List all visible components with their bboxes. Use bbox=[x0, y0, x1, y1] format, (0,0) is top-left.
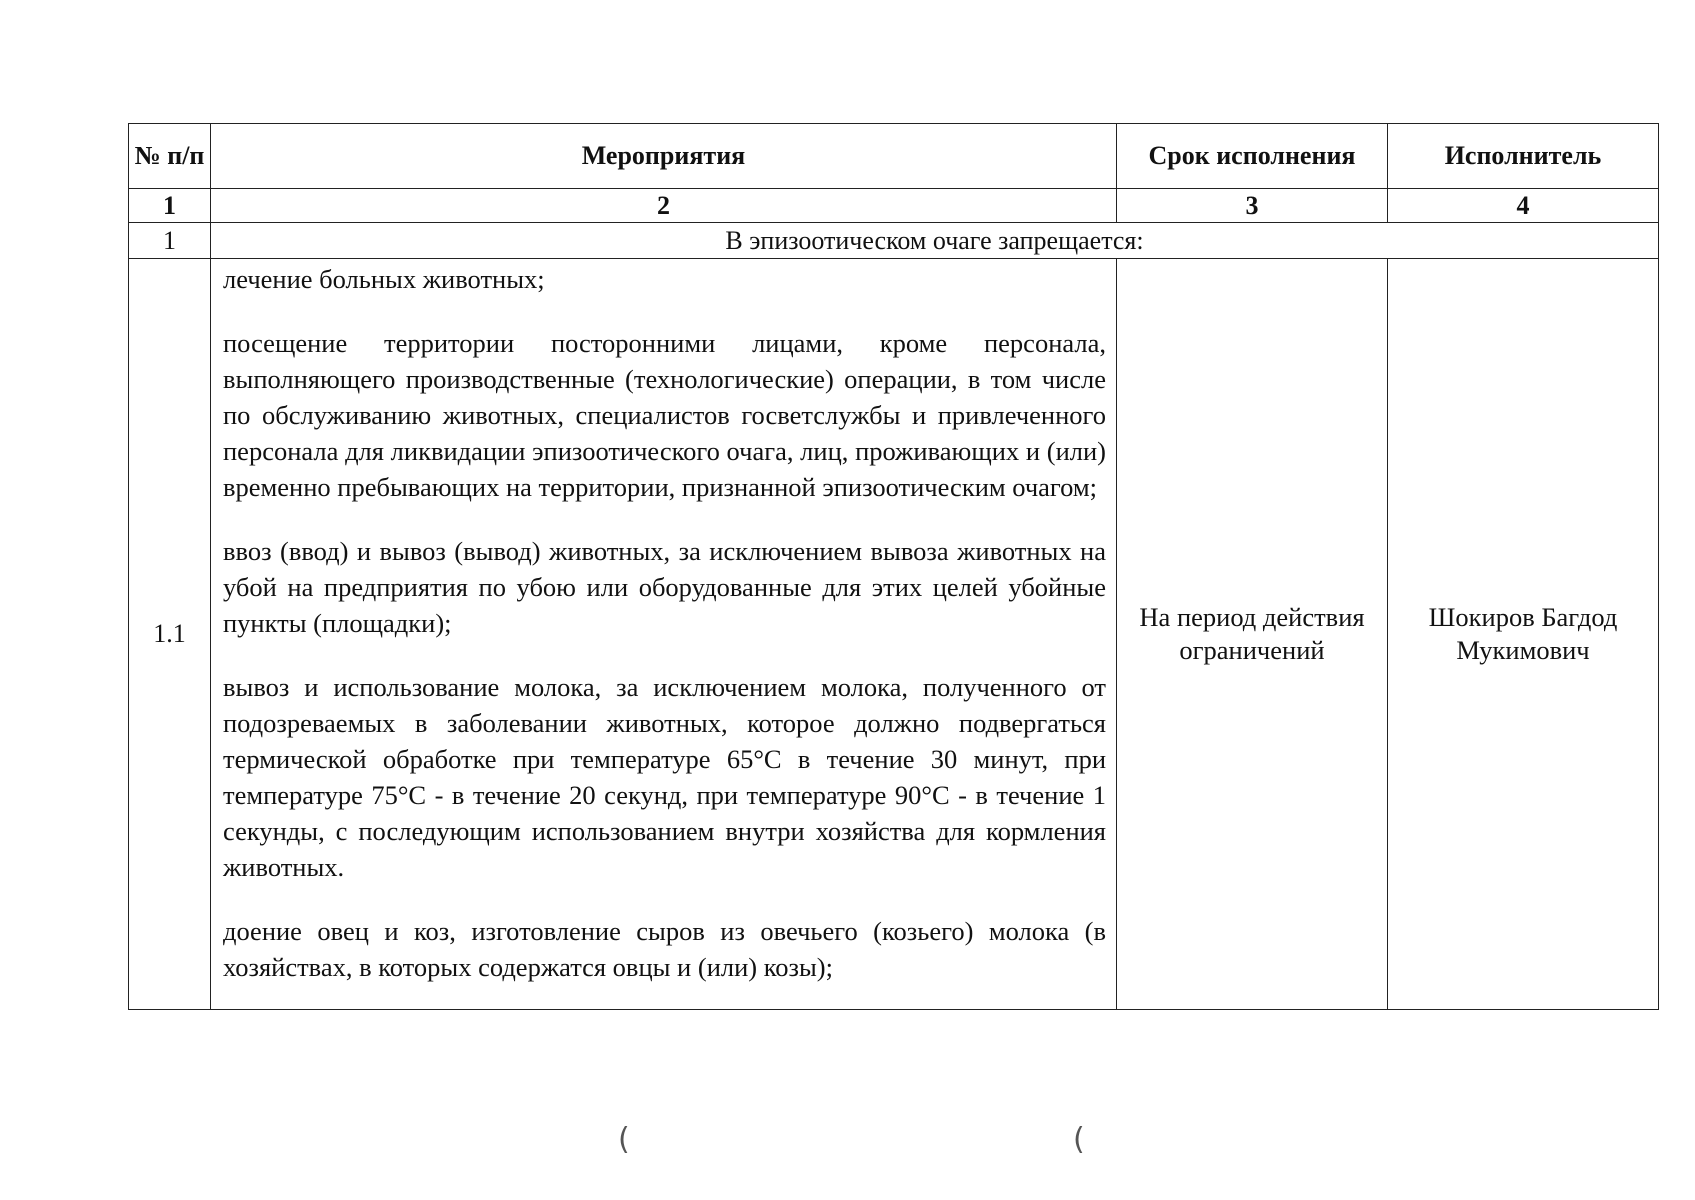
table-row bbox=[129, 259, 1659, 1010]
column-number-row bbox=[129, 189, 1659, 223]
binding-hole-mark: ( bbox=[618, 1122, 630, 1157]
row-executor: Шокиров Багдод Мукимович bbox=[1388, 259, 1659, 1010]
measure-paragraph: посещение территории посторонними лицами, кроме персонала, выполняющего производственные (технологические) операции, в том числе по обслуживанию животных, специалистов госветслужбы и привлеченного персонала для ликвидации эпизоотического очага, лиц, проживающих и (или) временно пребывающих на территории, признанной эпизоотическим очагом; bbox=[223, 328, 1106, 502]
measure-paragraph: вывоз и использование молока, за исключением молока, полученного от подозреваемых в заболевании животных, которое должно подвергаться термической обработке при температуре 65°С в течение 30 минут, при температуре 75°С - в течение 20 секунд, при температуре 90°С - в течение 1 секунды, с последующим использованием внутри хозяйства для кормления животных. bbox=[223, 672, 1106, 882]
column-number: 1 bbox=[129, 189, 211, 223]
section-title: В эпизоотическом очаге запрещается: bbox=[211, 223, 1659, 259]
column-number: 3 bbox=[1117, 189, 1388, 223]
measures-table bbox=[128, 123, 1659, 1010]
measure-paragraph: лечение больных животных; bbox=[223, 264, 545, 294]
row-measures bbox=[211, 259, 1117, 1010]
binding-hole-mark: ( bbox=[1073, 1122, 1085, 1157]
header-executor: Исполнитель bbox=[1388, 124, 1659, 189]
row-deadline: На период действия ограничений bbox=[1117, 259, 1388, 1010]
column-number: 4 bbox=[1388, 189, 1659, 223]
header-measures: Мероприятия bbox=[211, 124, 1117, 189]
column-number: 2 bbox=[211, 189, 1117, 223]
table-header-row bbox=[129, 124, 1659, 189]
section-number: 1 bbox=[129, 223, 211, 259]
header-deadline: Срок исполнения bbox=[1117, 124, 1388, 189]
header-number: № п/п bbox=[129, 124, 211, 189]
measure-paragraph: ввоз (ввод) и вывоз (вывод) животных, за исключением вывоза животных на убой на предприятия по убою или оборудованные для этих целей убойные пункты (площадки); bbox=[223, 536, 1106, 638]
measure-paragraph: доение овец и коз, изготовление сыров из овечьего (козьего) молока (в хозяйствах, в которых содержатся овцы и (или) козы); bbox=[223, 916, 1106, 982]
section-row bbox=[129, 223, 1659, 259]
row-number: 1.1 bbox=[129, 259, 211, 1010]
